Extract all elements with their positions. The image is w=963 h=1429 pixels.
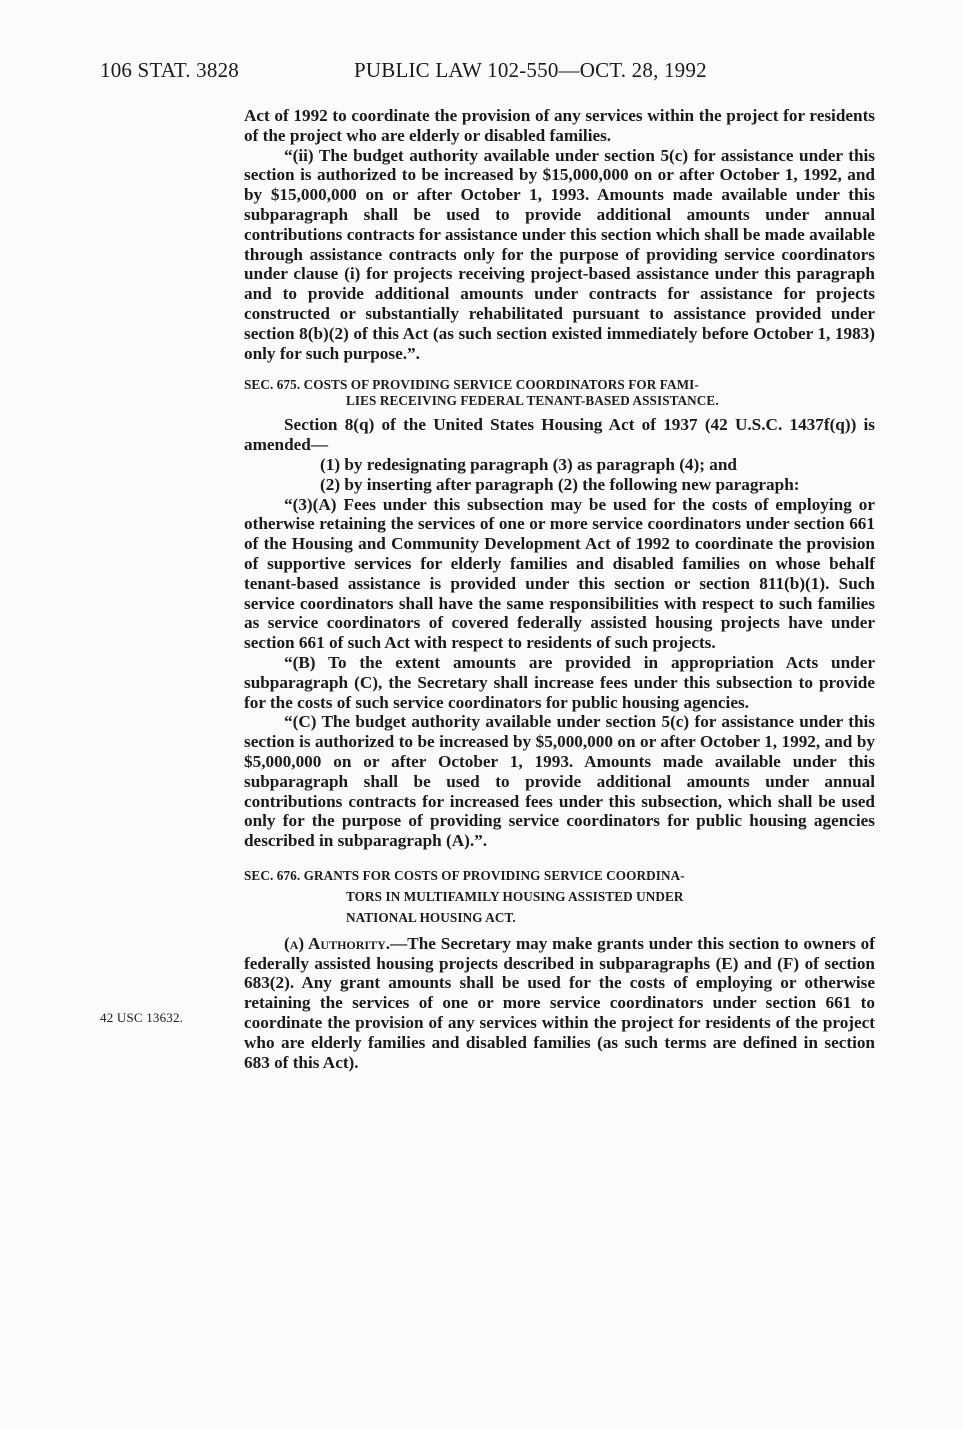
section-675-heading	[244, 377, 875, 409]
section-676-title-line1: GRANTS FOR COSTS OF PROVIDING SERVICE COORDINA-	[303, 867, 685, 883]
section-675-number: SEC. 675.	[244, 377, 301, 393]
section-676-number: SEC. 676.	[244, 867, 301, 883]
body-text	[244, 106, 875, 1072]
authority-label: (a) Authority.	[284, 933, 391, 953]
public-law-date: PUBLIC LAW 102-550—OCT. 28, 1992	[354, 58, 707, 82]
section-676-title-line3: NATIONAL HOUSING ACT.	[346, 909, 516, 925]
section-676-title-line2: TORS IN MULTIFAMILY HOUSING ASSISTED UNDER	[346, 888, 684, 904]
paragraph-a-authority	[244, 934, 875, 1073]
paragraph-B-appropriations: “(B) To the extent amounts are provided in appropriation Acts under subparagraph (C), the Secretary shall increase fees under this subsection to provide for the costs of such service coordinators for public housing agencies.	[244, 652, 875, 712]
amendment-item-2: (2) by inserting after paragraph (2) the following new paragraph:	[320, 474, 800, 494]
authority-text: —The Secretary may make grants under this section to owners of federally assisted housing projects described in subparagraphs (E) and (F) of section 683(2). Any grant amounts shall be used for the costs of employing or otherwise retaining the services of one or more service coordinators under section 661 to coordinate the provision of any services within the project for residents of the project who are elderly families and disabled families (as such terms are defined in section 683 of this Act).	[244, 933, 875, 1072]
paragraph-3A-fees: “(3)(A) Fees under this subsection may be used for the costs of employing or otherwise retaining the services of one or more service coordinators under section 661 of the Housing and Community Development Act of 1992 to coordinate the provision of supportive services for elderly families and disabled families on whose behalf tenant-based assistance is provided under this section or section 811(b)(1). Such service coordinators shall have the same responsibilities with respect to such families as service coordinators of covered federally assisted housing projects have under section 661 of such Act with respect to residents of such projects.	[244, 494, 875, 653]
statute-citation: 106 STAT. 3828	[100, 58, 239, 82]
section-676-heading	[244, 865, 875, 928]
usc-margin-note: 42 USC 13632.	[100, 1010, 184, 1025]
paragraph-section-8q: Section 8(q) of the United States Housing Act of 1937 (42 U.S.C. 1437f(q)) is amended—	[244, 415, 875, 455]
running-head	[100, 58, 860, 84]
section-675-title-line2: LIES RECEIVING FEDERAL TENANT-BASED ASSISTANCE.	[346, 393, 719, 409]
paragraph-continuation: Act of 1992 to coordinate the provision of any services within the project for residents of the project who are elderly or disabled families.	[244, 106, 875, 145]
paragraph-C-budget-authority: “(C) The budget authority available under section 5(c) for assistance under this section is authorized to be increased by $5,000,000 on or after October 1, 1992, and by $5,000,000 on or after October 1, 1993. Amounts made available under this subparagraph shall be used to provide additional amounts under annual contributions contracts for increased fees under this subsection, which shall be used only for the purpose of providing service coordinators for public housing agencies described in subparagraph (A).”.	[244, 712, 875, 851]
amendment-item-1: (1) by redesignating paragraph (3) as paragraph (4); and	[320, 454, 737, 474]
section-675-title-line1: COSTS OF PROVIDING SERVICE COORDINATORS FOR FAMI-	[303, 377, 699, 393]
paragraph-budget-authority-ii: “(ii) The budget authority available under section 5(c) for assistance under this section is authorized to be increased by $15,000,000 on or after October 1, 1992, and by $15,000,000 on or after October 1, 1993. Amounts made available under this subparagraph shall be used to provide additional amounts under annual contributions contracts for assistance under this section which shall be made available through assistance contracts only for the purpose of providing service coordinators under clause (i) for projects receiving project-based assistance under this paragraph and to provide additional amounts under contracts for assistance for projects constructed or substantially rehabilitated pursuant to assistance provided under section 8(b)(2) of this Act (as such section existed immediately before October 1, 1983) only for such purpose.”.	[244, 145, 875, 363]
